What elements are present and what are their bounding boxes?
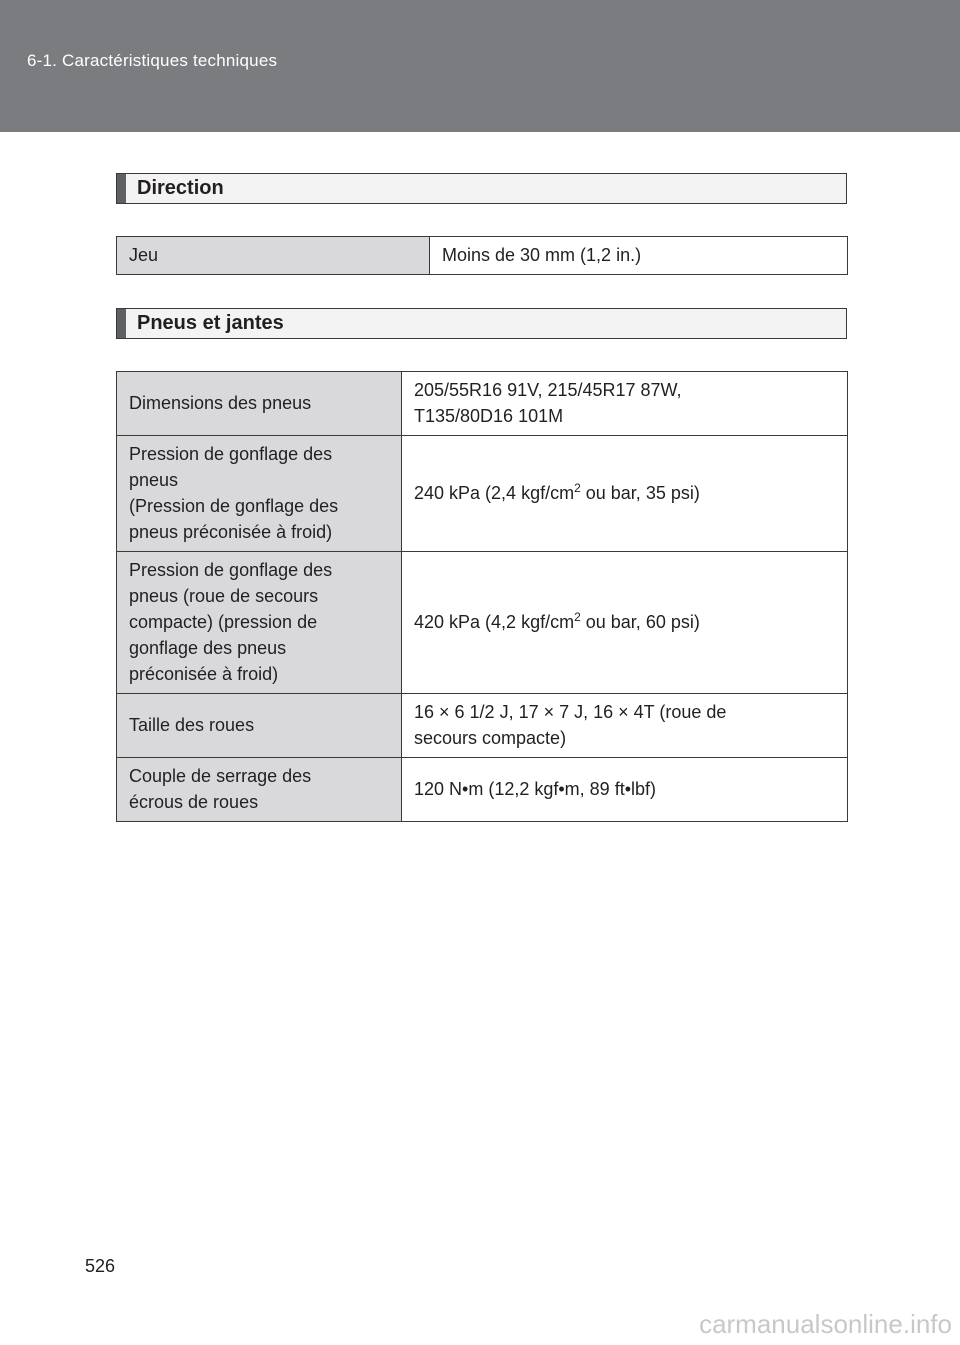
value-text: 240 kPa (2,4 kgf/cm — [414, 483, 575, 503]
section-title: Pneus et jantes — [137, 312, 284, 334]
value-line: secours compacte) — [414, 728, 567, 748]
table-row — [117, 694, 848, 758]
watermark-text: carmanualsonline.info — [699, 1309, 952, 1339]
label-line: Couple de serrage des — [129, 766, 312, 786]
spec-label — [117, 694, 402, 758]
superscript: 2 — [574, 481, 581, 495]
table-row — [117, 552, 848, 694]
label-line: écrous de roues — [129, 792, 259, 812]
spec-label: Jeu — [117, 237, 430, 275]
spec-label — [117, 372, 402, 436]
spec-label — [117, 552, 402, 694]
value-line: 16 × 6 1/2 J, 17 × 7 J, 16 × 4T (roue de — [414, 702, 727, 722]
running-head: 6-1. Caractéristiques techniques — [27, 51, 278, 70]
label-line: pneus préconisée à froid) — [129, 522, 333, 542]
value-line: T135/80D16 101M — [414, 406, 564, 426]
spec-label — [117, 436, 402, 552]
label-line: Taille des roues — [129, 715, 255, 735]
value-text: 420 kPa (4,2 kgf/cm — [414, 612, 575, 632]
section-accent — [117, 174, 126, 203]
section-accent — [117, 309, 126, 338]
direction-table — [116, 236, 848, 275]
table-row — [117, 758, 848, 822]
tires-table — [116, 371, 848, 822]
label-line: (Pression de gonflage des — [129, 496, 339, 516]
section-title: Direction — [137, 177, 224, 199]
value-text: ou bar, 60 psi) — [580, 612, 700, 632]
label-line: Dimensions des pneus — [129, 393, 312, 413]
label-line: Pression de gonflage des — [129, 444, 333, 464]
spec-value — [402, 436, 848, 552]
label-line: gonflage des pneus — [129, 638, 287, 658]
spec-value — [402, 552, 848, 694]
section-heading-direction — [116, 173, 847, 204]
table-row — [117, 436, 848, 552]
value-text: ou bar, 35 psi) — [580, 483, 700, 503]
table-row — [117, 372, 848, 436]
label-line: compacte) (pression de — [129, 612, 318, 632]
spec-value — [402, 372, 848, 436]
label-line: Pression de gonflage des — [129, 560, 333, 580]
spec-value: Moins de 30 mm (1,2 in.) — [430, 237, 848, 275]
spec-value — [402, 758, 848, 822]
value-line: 205/55R16 91V, 215/45R17 87W, — [414, 380, 682, 400]
spec-value — [402, 694, 848, 758]
label-line: pneus — [129, 470, 179, 490]
table-row — [117, 237, 848, 275]
value-line: 120 N•m (12,2 kgf•m, 89 ft•lbf) — [414, 779, 656, 799]
label-line: pneus (roue de secours — [129, 586, 319, 606]
label-line: préconisée à froid) — [129, 664, 279, 684]
header-band — [0, 0, 960, 132]
page-number: 526 — [85, 1256, 116, 1276]
section-heading-tires — [116, 308, 847, 339]
superscript: 2 — [574, 610, 581, 624]
spec-label — [117, 758, 402, 822]
